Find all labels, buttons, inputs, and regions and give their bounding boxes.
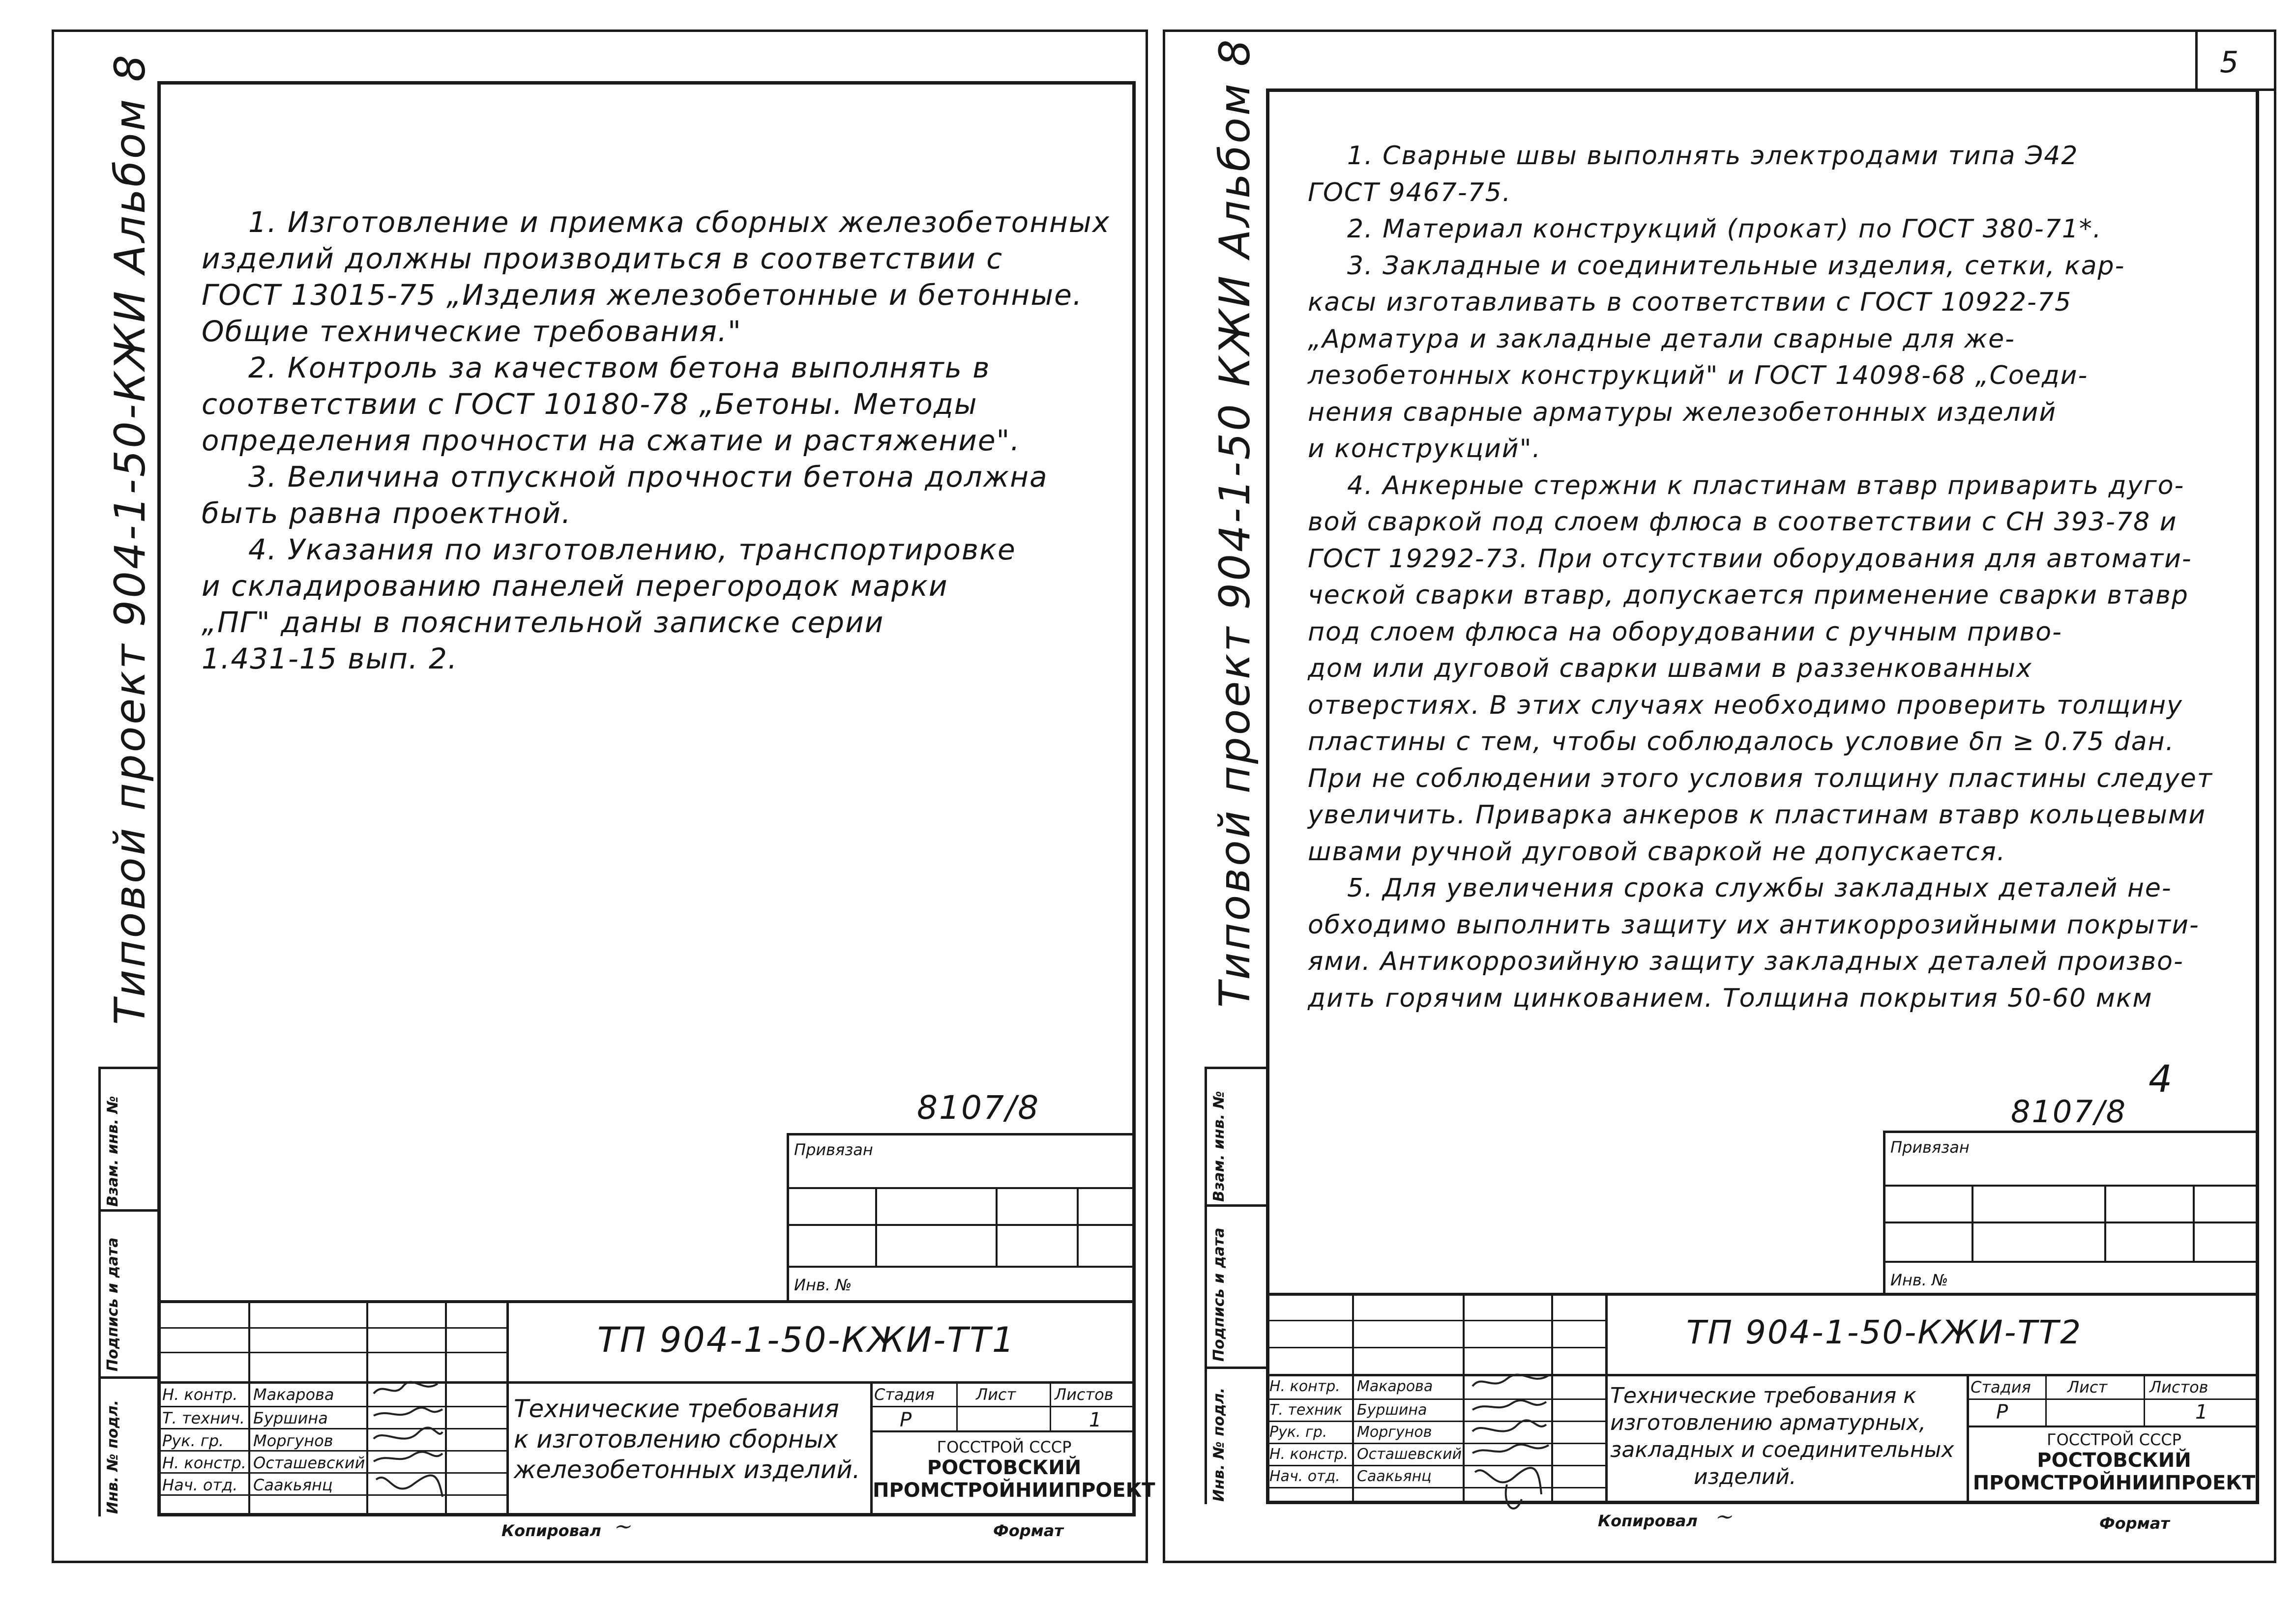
- listov-label-left: Листов: [1055, 1385, 1114, 1404]
- stadia-value-left: Р: [900, 1409, 912, 1431]
- p4-l2: и складированию панелей перегородок марки: [202, 569, 948, 603]
- org-right-l1: ГОССТРОЙ СССР: [2047, 1430, 2181, 1449]
- doc-title-left: [514, 1394, 860, 1485]
- r-p4-l4: ческой сварки втавр, допускается применение сварки втавр: [1308, 581, 2189, 610]
- r-p1-l2: ГОСТ 9467-75.: [1308, 177, 1512, 207]
- list-label-right: Лист: [2067, 1378, 2108, 1396]
- p1-l3: ГОСТ 13015-75 „Изделия железобетонные и бетонные.: [202, 278, 1083, 312]
- r-p4-l3: ГОСТ 19292-73. При отсутствии оборудования для автомати-: [1308, 544, 2192, 574]
- doc-code-right: ТП 904-1-50-КЖИ-ТТ2: [1686, 1313, 2083, 1351]
- title-left-l3: железобетонных изделий.: [514, 1455, 860, 1484]
- org-left-l2: РОСТОВСКИЙ: [927, 1456, 1082, 1479]
- r-p5-l4: дить горячим цинкованием. Толщина покрытия 50-60 мкм: [1308, 983, 2153, 1013]
- p2-l1: 2. Контроль за качеством бетона выполнять в: [248, 351, 991, 384]
- r-p3-l6: и конструкций".: [1308, 434, 1542, 464]
- r-p5-l1: 5. Для увеличения срока службы закладных деталей не-: [1347, 873, 2172, 903]
- left-margin-line: [98, 1067, 101, 1516]
- title-left-l2: к изготовлению сборных: [514, 1425, 838, 1454]
- role-1-right: Н. контр.: [1269, 1378, 1340, 1395]
- notes-left: [202, 204, 1110, 677]
- format-left: Формат: [993, 1521, 1063, 1540]
- r-p4-l1: 4. Анкерные стержни к пластинам втавр приварить дуго-: [1347, 470, 2185, 500]
- privyazan-left: Привязан: [794, 1140, 873, 1159]
- side-col-vzam-right: Взам. инв. №: [1210, 1091, 1228, 1202]
- r-p4-l11: швами ручной дуговой сваркой не допускается.: [1308, 837, 2006, 867]
- name-4-left: Осташевский: [253, 1454, 365, 1472]
- list-label-left: Лист: [976, 1385, 1016, 1404]
- side-title-left: Типовой проект 904-1-50-КЖИ Альбом 8: [106, 53, 155, 1025]
- role-5-right: Нач. отд.: [1269, 1468, 1340, 1485]
- r-p4-l8: пластины с тем, чтобы соблюдалось условие δп ≥ 0.75 dан.: [1308, 727, 2175, 756]
- kopiroval-right: Копировал: [1598, 1512, 1698, 1530]
- p3-l2: быть равна проектной.: [202, 496, 572, 530]
- p2-l2: соответствии с ГОСТ 10180-78 „Бетоны. Методы: [202, 387, 978, 421]
- org-block-right: [1969, 1430, 2259, 1494]
- role-4-right: Н. констр.: [1269, 1446, 1349, 1463]
- title-right-l4: изделий.: [1694, 1464, 1796, 1489]
- name-4-right: Осташевский: [1357, 1446, 1462, 1463]
- r-p3-l5: нения сварные арматуры железобетонных изделий: [1308, 397, 2057, 427]
- listov-value-left: 1: [1089, 1409, 1102, 1431]
- kopiroval-sign-left: ~: [611, 1514, 636, 1539]
- doc-title-right: [1610, 1382, 1954, 1490]
- listov-label-right: Листов: [2149, 1378, 2208, 1396]
- kopiroval-left: Копировал: [501, 1521, 601, 1540]
- p4-l4: 1.431-15 вып. 2.: [202, 642, 458, 675]
- r-p4-l10: увеличить. Приварка анкеров к пластинам втавр кольцевыми: [1308, 800, 2206, 830]
- title-left-l1: Технические требования: [514, 1395, 839, 1423]
- org-right-l2: РОСТОВСКИЙ: [2037, 1449, 2191, 1472]
- sheet-number-right: 4: [2149, 1057, 2174, 1101]
- inv-label-left: Инв. №: [794, 1276, 852, 1294]
- signatures-right: [1468, 1371, 1556, 1529]
- r-p4-l6: дом или дуговой сварки швами в раззенкованных: [1308, 654, 2032, 683]
- privyazan-right: Привязан: [1890, 1138, 1970, 1157]
- stadia-label-right: Стадия: [1971, 1378, 2031, 1396]
- signatures-left: [369, 1379, 447, 1512]
- org-left-l1: ГОССТРОЙ СССР: [937, 1438, 1072, 1456]
- role-3-right: Рук. гр.: [1269, 1424, 1327, 1441]
- r-p4-l9: При не соблюдении этого условия толщину пластины следует: [1308, 763, 2213, 793]
- r-p1-l1: 1. Сварные швы выполнять электродами типа Э42: [1347, 141, 2079, 171]
- role-4-left: Н. констр.: [162, 1454, 246, 1472]
- r-p5-l3: ями. Антикоррозийную защиту закладных деталей произво-: [1308, 947, 2184, 976]
- stadia-label-left: Стадия: [874, 1385, 935, 1404]
- r-p4-l5: под слоем флюса на оборудовании с ручным приво-: [1308, 617, 2062, 647]
- kopiroval-sign-right: ~: [1712, 1504, 1737, 1529]
- p4-l3: „ПГ" даны в пояснительной записке серии: [202, 606, 884, 639]
- role-3-left: Рук. гр.: [162, 1431, 224, 1450]
- stadia-value-right: Р: [1996, 1401, 2008, 1424]
- p2-l3: определения прочности на сжатие и растяжение".: [202, 424, 1021, 457]
- stamp-number-left: 8107/8: [917, 1089, 1040, 1127]
- name-2-left: Буршина: [253, 1409, 328, 1427]
- r-p3-l3: „Арматура и закладные детали сварные для же-: [1308, 324, 2015, 354]
- inv-label-right: Инв. №: [1890, 1271, 1948, 1289]
- r-p5-l2: обходимо выполнить защиту их антикоррозийными покрыти-: [1308, 910, 2200, 940]
- r-p3-l1: 3. Закладные и соединительные изделия, сетки, кар-: [1347, 251, 2125, 281]
- side-col-podpis-right: Подпись и дата: [1210, 1227, 1228, 1362]
- p1-l2: изделий должны производиться в соответствии с: [202, 242, 1003, 275]
- doc-code-left: ТП 904-1-50-КЖИ-ТТ1: [597, 1320, 1016, 1360]
- r-p2-l1: 2. Материал конструкций (прокат) по ГОСТ 380-71*.: [1347, 214, 2102, 244]
- side-col-inv: Инв. № подл.: [104, 1399, 121, 1514]
- stamp-number-right: 8107/8: [2011, 1094, 2127, 1130]
- role-2-right: Т. техник: [1269, 1401, 1343, 1419]
- role-2-left: Т. технич.: [162, 1409, 245, 1427]
- side-title-right: Типовой проект 904-1-50 КЖИ Альбом 8: [1210, 37, 1260, 1008]
- org-block-left: [873, 1438, 1155, 1502]
- p3-l1: 3. Величина отпускной прочности бетона должна: [248, 460, 1048, 494]
- role-5-left: Нач. отд.: [162, 1476, 238, 1494]
- p1-l1: 1. Изготовление и приемка сборных железобетонных: [248, 205, 1111, 239]
- side-col-vzam: Взам. инв. №: [104, 1096, 121, 1207]
- title-right-l2: изготовлению арматурных,: [1610, 1410, 1926, 1435]
- title-right-l1: Технические требования к: [1610, 1383, 1916, 1408]
- org-left-l3: ПРОМСТРОЙНИИПРОЕКТ: [873, 1479, 1155, 1502]
- name-1-right: Макарова: [1357, 1378, 1433, 1395]
- title-right-l3: закладных и соединительных: [1610, 1437, 1954, 1462]
- name-3-right: Моргунов: [1357, 1424, 1432, 1441]
- notes-right: [1308, 138, 2213, 1017]
- r-p4-l7: отверстиях. В этих случаях необходимо проверить толщину: [1308, 690, 2183, 720]
- listov-value-right: 1: [2195, 1401, 2208, 1424]
- p1-l4: Общие технические требования.": [202, 315, 742, 348]
- name-5-left: Саакьянц: [253, 1476, 333, 1494]
- r-p3-l4: лезобетонных конструкций" и ГОСТ 14098-68 „Соеди-: [1308, 361, 2089, 390]
- name-2-right: Буршина: [1357, 1401, 1427, 1419]
- page-corner-number: 5: [2220, 45, 2240, 80]
- p4-l1: 4. Указания по изготовлению, транспортировке: [248, 533, 1016, 566]
- r-p3-l2: касы изготавливать в соответствии с ГОСТ 10922-75: [1308, 288, 2072, 317]
- side-col-podpis: Подпись и дата: [104, 1237, 121, 1371]
- org-right-l3: ПРОМСТРОЙНИИПРОЕКТ: [1972, 1472, 2256, 1494]
- name-3-left: Моргунов: [253, 1431, 333, 1450]
- format-right: Формат: [2099, 1514, 2170, 1533]
- role-1-left: Н. контр.: [162, 1385, 238, 1404]
- name-5-right: Саакьянц: [1357, 1468, 1432, 1485]
- side-col-inv-right: Инв. № подл.: [1210, 1387, 1228, 1502]
- name-1-left: Макарова: [253, 1385, 334, 1404]
- r-p4-l2: вой сваркой под слоем флюса в соответствии с СН 393-78 и: [1308, 507, 2178, 537]
